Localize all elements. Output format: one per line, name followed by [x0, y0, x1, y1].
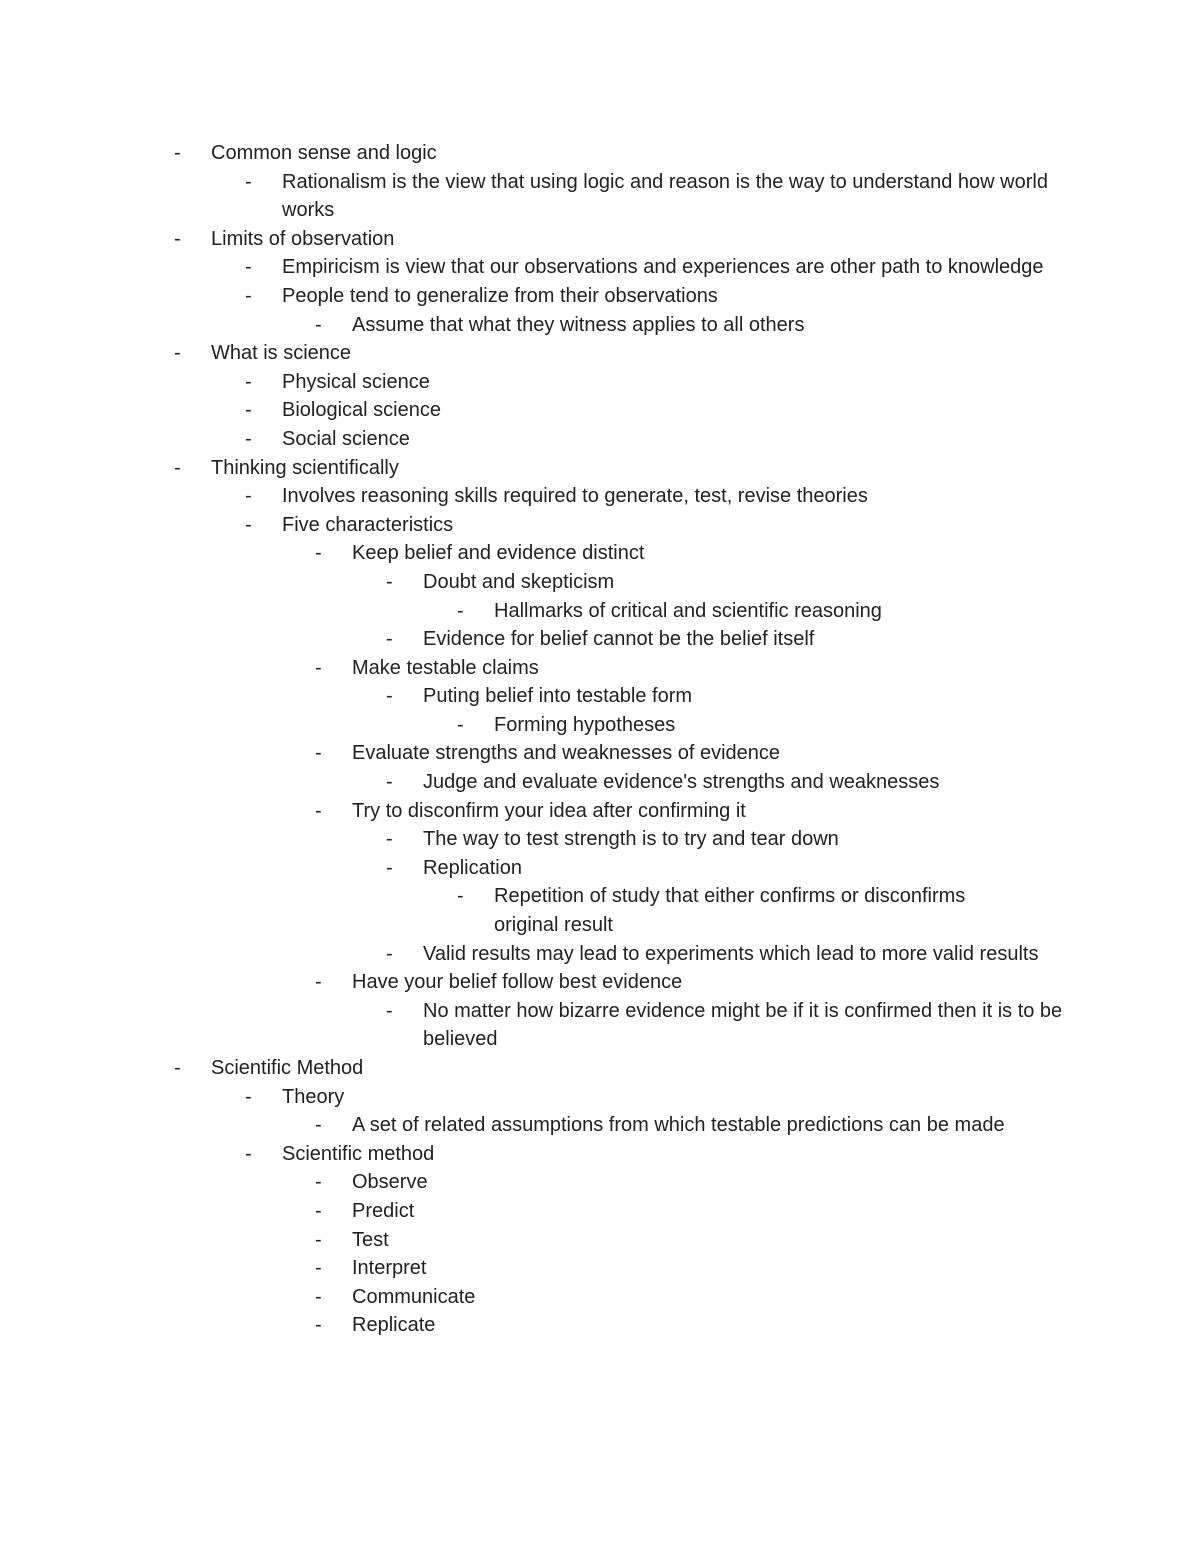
- bullet-dash: -: [457, 599, 464, 622]
- outline-item-text: Make testable claims: [352, 656, 539, 679]
- outline-item-level-1: [0, 396, 1200, 425]
- outline-item-level-3: [0, 854, 1200, 883]
- outline-item-level-3: [0, 997, 1200, 1054]
- outline-item-text: Rationalism is the view that using logic and reason is the way to understand how world works: [282, 170, 1048, 222]
- outline-item-level-0: [0, 339, 1200, 368]
- bullet-dash: -: [174, 142, 181, 164]
- outline-item-text: Forming hypotheses: [494, 713, 676, 736]
- bullet-outline: [0, 139, 1200, 1340]
- bullet-dash: -: [386, 856, 393, 879]
- outline-item-level-0: [0, 225, 1200, 254]
- outline-item-level-2: [0, 1197, 1200, 1226]
- outline-item-text: Repetition of study that either confirms or disconfirms original result: [494, 885, 966, 937]
- outline-item-level-2: [0, 654, 1200, 683]
- outline-item-level-2: [0, 1311, 1200, 1340]
- bullet-dash: -: [245, 1085, 252, 1108]
- bullet-dash: -: [315, 742, 322, 765]
- bullet-dash: -: [315, 1257, 322, 1280]
- outline-item-text: Puting belief into testable form: [423, 685, 693, 708]
- outline-item-text: Biological science: [282, 399, 441, 422]
- bullet-dash: -: [315, 1171, 322, 1194]
- outline-item-text: Judge and evaluate evidence's strengths and weaknesses: [423, 771, 940, 794]
- outline-item-text: Doubt and skepticism: [423, 570, 615, 593]
- bullet-dash: -: [315, 1228, 322, 1251]
- outline-item-level-1: [0, 368, 1200, 397]
- outline-item-text: Empiricism is view that our observations and experiences are other path to knowledge: [282, 256, 1044, 279]
- outline-item-level-2: [0, 797, 1200, 826]
- bullet-dash: -: [386, 570, 393, 593]
- outline-item-text: Valid results may lead to experiments which lead to more valid results: [423, 942, 1039, 965]
- bullet-dash: -: [245, 513, 252, 536]
- bullet-dash: -: [315, 971, 322, 994]
- bullet-dash: -: [245, 427, 252, 450]
- outline-item-level-4: [0, 882, 1200, 939]
- bullet-dash: -: [386, 685, 393, 708]
- outline-item-text: Replication: [423, 856, 522, 879]
- outline-item-level-1: [0, 1083, 1200, 1112]
- outline-item-level-1: [0, 1140, 1200, 1169]
- outline-item-level-1: [0, 425, 1200, 454]
- outline-item-level-2: [0, 1226, 1200, 1255]
- outline-item-text: Physical science: [282, 370, 430, 393]
- bullet-dash: -: [245, 284, 252, 307]
- outline-item-level-1: [0, 511, 1200, 540]
- outline-item-text: Evidence for belief cannot be the belief itself: [423, 628, 815, 651]
- outline-item-level-3: [0, 682, 1200, 711]
- bullet-dash: -: [315, 656, 322, 679]
- outline-item-text: Evaluate strengths and weaknesses of evidence: [352, 742, 781, 765]
- outline-item-text: Theory: [282, 1085, 345, 1108]
- outline-item-text: The way to test strength is to try and tear down: [423, 828, 839, 851]
- outline-item-level-2: [0, 1111, 1200, 1140]
- bullet-dash: -: [174, 1057, 181, 1079]
- outline-item-text: Have your belief follow best evidence: [352, 971, 683, 994]
- bullet-dash: -: [386, 771, 393, 794]
- bullet-dash: -: [315, 1114, 322, 1137]
- outline-item-text: Predict: [352, 1199, 415, 1222]
- outline-item-text: Thinking scientifically: [211, 456, 399, 479]
- bullet-dash: -: [386, 628, 393, 651]
- outline-item-text: Observe: [352, 1171, 428, 1194]
- bullet-dash: -: [315, 1199, 322, 1222]
- bullet-dash: -: [457, 713, 464, 736]
- bullet-dash: -: [245, 1142, 252, 1165]
- outline-item-level-3: [0, 825, 1200, 854]
- outline-item-level-2: [0, 539, 1200, 568]
- outline-item-text: Involves reasoning skills required to generate, test, revise theories: [282, 485, 868, 508]
- outline-item-level-3: [0, 625, 1200, 654]
- outline-item-text: Communicate: [352, 1285, 476, 1308]
- bullet-dash: -: [245, 256, 252, 279]
- outline-item-text: No matter how bizarre evidence might be if it is confirmed then it is to be believed: [423, 999, 1063, 1051]
- bullet-dash: -: [245, 170, 252, 193]
- outline-item-level-2: [0, 1254, 1200, 1283]
- bullet-dash: -: [386, 942, 393, 965]
- bullet-dash: -: [315, 1285, 322, 1308]
- outline-item-level-2: [0, 968, 1200, 997]
- outline-item-level-2: [0, 311, 1200, 340]
- outline-item-level-2: [0, 1283, 1200, 1312]
- bullet-dash: -: [315, 542, 322, 565]
- outline-item-text: Five characteristics: [282, 513, 454, 536]
- bullet-dash: -: [245, 370, 252, 393]
- outline-item-level-0: [0, 139, 1200, 168]
- outline-item-text: Assume that what they witness applies to all others: [352, 313, 805, 336]
- outline-item-text: What is science: [211, 342, 352, 365]
- outline-item-level-1: [0, 482, 1200, 511]
- outline-item-text: Test: [352, 1228, 389, 1251]
- outline-item-level-1: [0, 253, 1200, 282]
- outline-item-text: Scientific method: [282, 1142, 435, 1165]
- bullet-dash: -: [315, 1314, 322, 1337]
- outline-item-level-3: [0, 568, 1200, 597]
- outline-item-text: People tend to generalize from their observations: [282, 284, 718, 307]
- outline-item-text: Social science: [282, 427, 410, 450]
- bullet-dash: -: [386, 828, 393, 851]
- outline-item-text: Interpret: [352, 1257, 427, 1280]
- outline-item-level-4: [0, 597, 1200, 626]
- bullet-dash: -: [174, 342, 181, 365]
- outline-item-level-1: [0, 168, 1200, 225]
- bullet-dash: -: [245, 399, 252, 422]
- outline-item-level-3: [0, 940, 1200, 969]
- outline-item-text: A set of related assumptions from which testable predictions can be made: [352, 1114, 1005, 1137]
- bullet-dash: -: [174, 227, 181, 250]
- bullet-dash: -: [245, 485, 252, 508]
- outline-item-level-1: [0, 282, 1200, 311]
- bullet-dash: -: [174, 456, 181, 479]
- bullet-dash: -: [315, 799, 322, 822]
- outline-item-text: Hallmarks of critical and scientific reasoning: [494, 599, 882, 622]
- outline-item-text: Scientific Method: [211, 1057, 364, 1079]
- outline-item-text: Try to disconfirm your idea after confirming it: [352, 799, 746, 822]
- outline-item-text: Replicate: [352, 1314, 436, 1337]
- outline-item-level-2: [0, 739, 1200, 768]
- bullet-dash: -: [457, 885, 464, 908]
- outline-item-text: Common sense and logic: [211, 142, 437, 164]
- outline-item-level-0: [0, 454, 1200, 483]
- outline-item-level-4: [0, 711, 1200, 740]
- bullet-dash: -: [315, 313, 322, 336]
- bullet-dash: -: [386, 999, 393, 1022]
- outline-item-level-3: [0, 768, 1200, 797]
- outline-item-text: Limits of observation: [211, 227, 395, 250]
- outline-item-level-0: [0, 1054, 1200, 1083]
- outline-item-level-2: [0, 1168, 1200, 1197]
- outline-item-text: Keep belief and evidence distinct: [352, 542, 645, 565]
